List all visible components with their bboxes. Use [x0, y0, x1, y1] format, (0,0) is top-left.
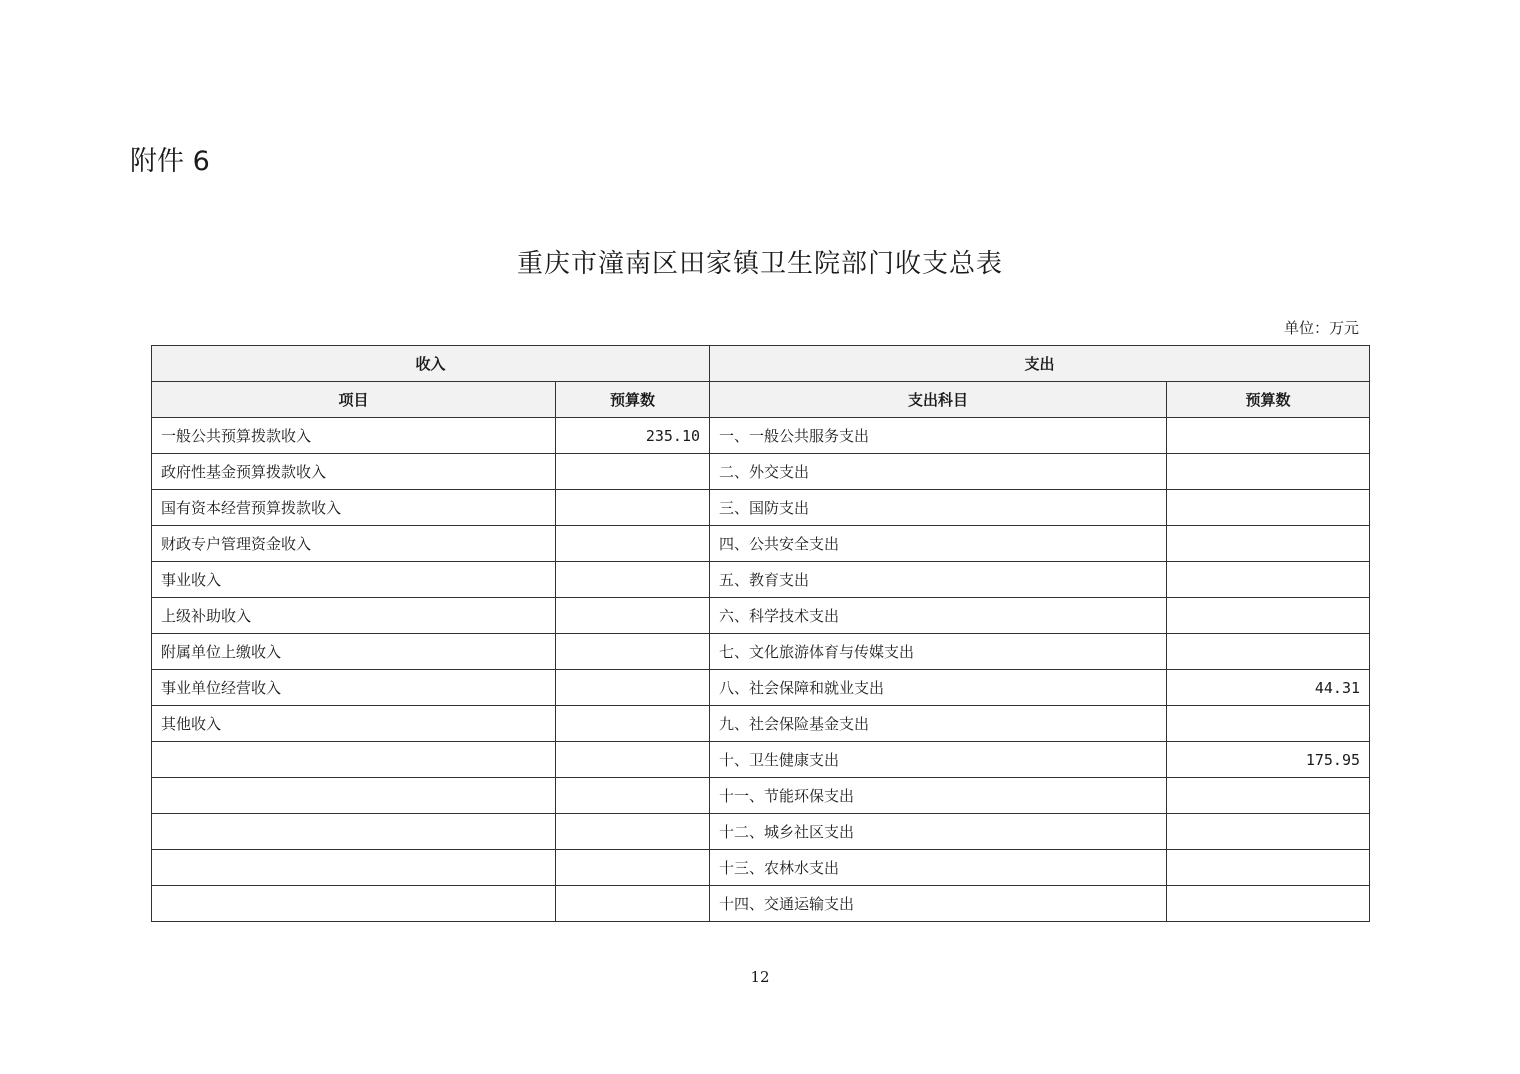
income-amount-cell	[556, 706, 710, 742]
income-amount-cell	[556, 670, 710, 706]
attachment-label: 附件 6	[130, 146, 210, 177]
expense-amount-cell	[1167, 634, 1370, 670]
income-item-cell: 附属单位上缴收入	[152, 634, 556, 670]
expense-item-cell: 三、国防支出	[710, 490, 1167, 526]
expense-item-cell: 七、文化旅游体育与传媒支出	[710, 634, 1167, 670]
table-row	[152, 670, 1370, 706]
expense-item-cell: 十、卫生健康支出	[710, 742, 1167, 778]
income-item-cell	[152, 742, 556, 778]
expense-item-cell: 八、社会保障和就业支出	[710, 670, 1167, 706]
page-number: 12	[750, 968, 770, 986]
header-row-group	[152, 346, 1370, 382]
income-budget-header: 预算数	[556, 382, 710, 418]
expense-item-cell: 十四、交通运输支出	[710, 886, 1167, 922]
income-item-cell: 政府性基金预算拨款收入	[152, 454, 556, 490]
income-item-cell	[152, 886, 556, 922]
expense-amount-cell: 44.31	[1167, 670, 1370, 706]
income-item-cell: 事业单位经营收入	[152, 670, 556, 706]
expense-budget-header: 预算数	[1167, 382, 1370, 418]
income-amount-cell	[556, 490, 710, 526]
expense-amount-cell	[1167, 490, 1370, 526]
income-item-cell: 财政专户管理资金收入	[152, 526, 556, 562]
table-row	[152, 886, 1370, 922]
table-row	[152, 526, 1370, 562]
income-item-cell: 其他收入	[152, 706, 556, 742]
income-item-cell: 一般公共预算拨款收入	[152, 418, 556, 454]
expense-item-cell: 一、一般公共服务支出	[710, 418, 1167, 454]
income-amount-cell: 235.10	[556, 418, 710, 454]
table-row	[152, 634, 1370, 670]
expense-amount-cell	[1167, 850, 1370, 886]
expense-item-cell: 九、社会保险基金支出	[710, 706, 1167, 742]
income-item-header: 项目	[152, 382, 556, 418]
unit-label: 单位：万元	[1283, 319, 1359, 337]
expense-item-cell: 十一、节能环保支出	[710, 778, 1167, 814]
expense-amount-cell	[1167, 562, 1370, 598]
income-amount-cell	[556, 742, 710, 778]
income-amount-cell	[556, 886, 710, 922]
table-row	[152, 562, 1370, 598]
income-expense-summary-table	[151, 345, 1370, 922]
header-row-columns	[152, 382, 1370, 418]
income-amount-cell	[556, 634, 710, 670]
income-item-cell	[152, 850, 556, 886]
table-row	[152, 742, 1370, 778]
table-row	[152, 850, 1370, 886]
expense-amount-cell	[1167, 778, 1370, 814]
table-body	[152, 418, 1370, 922]
income-item-cell: 上级补助收入	[152, 598, 556, 634]
table-row	[152, 598, 1370, 634]
table-row	[152, 814, 1370, 850]
income-amount-cell	[556, 778, 710, 814]
table-row	[152, 778, 1370, 814]
expense-item-cell: 四、公共安全支出	[710, 526, 1167, 562]
table-row	[152, 490, 1370, 526]
expense-amount-cell	[1167, 814, 1370, 850]
expense-amount-cell: 175.95	[1167, 742, 1370, 778]
expense-item-cell: 六、科学技术支出	[710, 598, 1167, 634]
expense-amount-cell	[1167, 598, 1370, 634]
expense-item-cell: 二、外交支出	[710, 454, 1167, 490]
income-item-cell: 国有资本经营预算拨款收入	[152, 490, 556, 526]
expense-amount-cell	[1167, 418, 1370, 454]
income-amount-cell	[556, 454, 710, 490]
income-amount-cell	[556, 526, 710, 562]
income-header: 收入	[152, 346, 710, 382]
expense-item-cell: 十三、农林水支出	[710, 850, 1167, 886]
income-amount-cell	[556, 562, 710, 598]
expense-item-cell: 五、教育支出	[710, 562, 1167, 598]
expense-item-header: 支出科目	[710, 382, 1167, 418]
table-row	[152, 706, 1370, 742]
expense-item-cell: 十二、城乡社区支出	[710, 814, 1167, 850]
income-item-cell	[152, 778, 556, 814]
income-amount-cell	[556, 850, 710, 886]
income-item-cell: 事业收入	[152, 562, 556, 598]
expense-amount-cell	[1167, 886, 1370, 922]
income-item-cell	[152, 814, 556, 850]
table-row	[152, 454, 1370, 490]
expense-amount-cell	[1167, 454, 1370, 490]
income-amount-cell	[556, 598, 710, 634]
expense-header: 支出	[710, 346, 1370, 382]
table-row	[152, 418, 1370, 454]
document-title: 重庆市潼南区田家镇卫生院部门收支总表	[516, 249, 1003, 279]
income-amount-cell	[556, 814, 710, 850]
expense-amount-cell	[1167, 526, 1370, 562]
expense-amount-cell	[1167, 706, 1370, 742]
